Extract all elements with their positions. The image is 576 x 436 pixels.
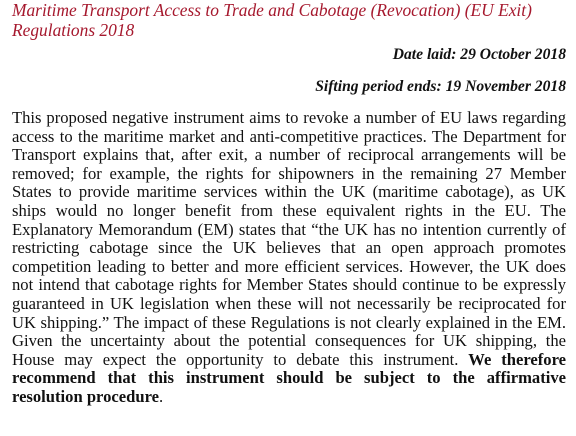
instrument-summary-paragraph [12, 109, 566, 407]
summary-text: This proposed negative instrument aims to revoke a number of EU laws regarding access to the maritime market and anti-competitive practices. The Department for Transport explains that, after exit, a number of reciprocal arrangements will be removed; for example, the rights for shipowners in the remaining 27 Member States to provide maritime services within the UK (maritime cabotage), as UK ships would no longer benefit from these equivalent rights in the EU. The Explanatory Memorandum (EM) states that “the UK has no intention currently of restricting cabotage since the UK believes that an open approach promotes competition leading to better and more efficient services. However, the UK does not intend that cabotage rights for Member States should continue to be expressly guaranteed in UK legislation when these will not necessarily be reciprocated for UK shipping.” The impact of these Regulations is not clearly explained in the EM. Given the uncertainty about the potential consequences for UK shipping, the House may expect the opportunity to debate this instrument. [12, 108, 566, 369]
title-line-2: Regulations 2018 [12, 20, 135, 40]
final-period: . [159, 386, 164, 406]
title-line-1: Maritime Transport Access to Trade and Cabotage (Revocation) (EU Exit) [12, 0, 532, 20]
instrument-title [12, 0, 552, 40]
date-laid: Date laid: 29 October 2018 [392, 46, 566, 63]
recommendation-text: We therefore recommend that this instrument should be subject to the affirmative resolution procedure [12, 349, 566, 406]
sifting-period-end: Sifting period ends: 19 November 2018 [315, 78, 566, 95]
